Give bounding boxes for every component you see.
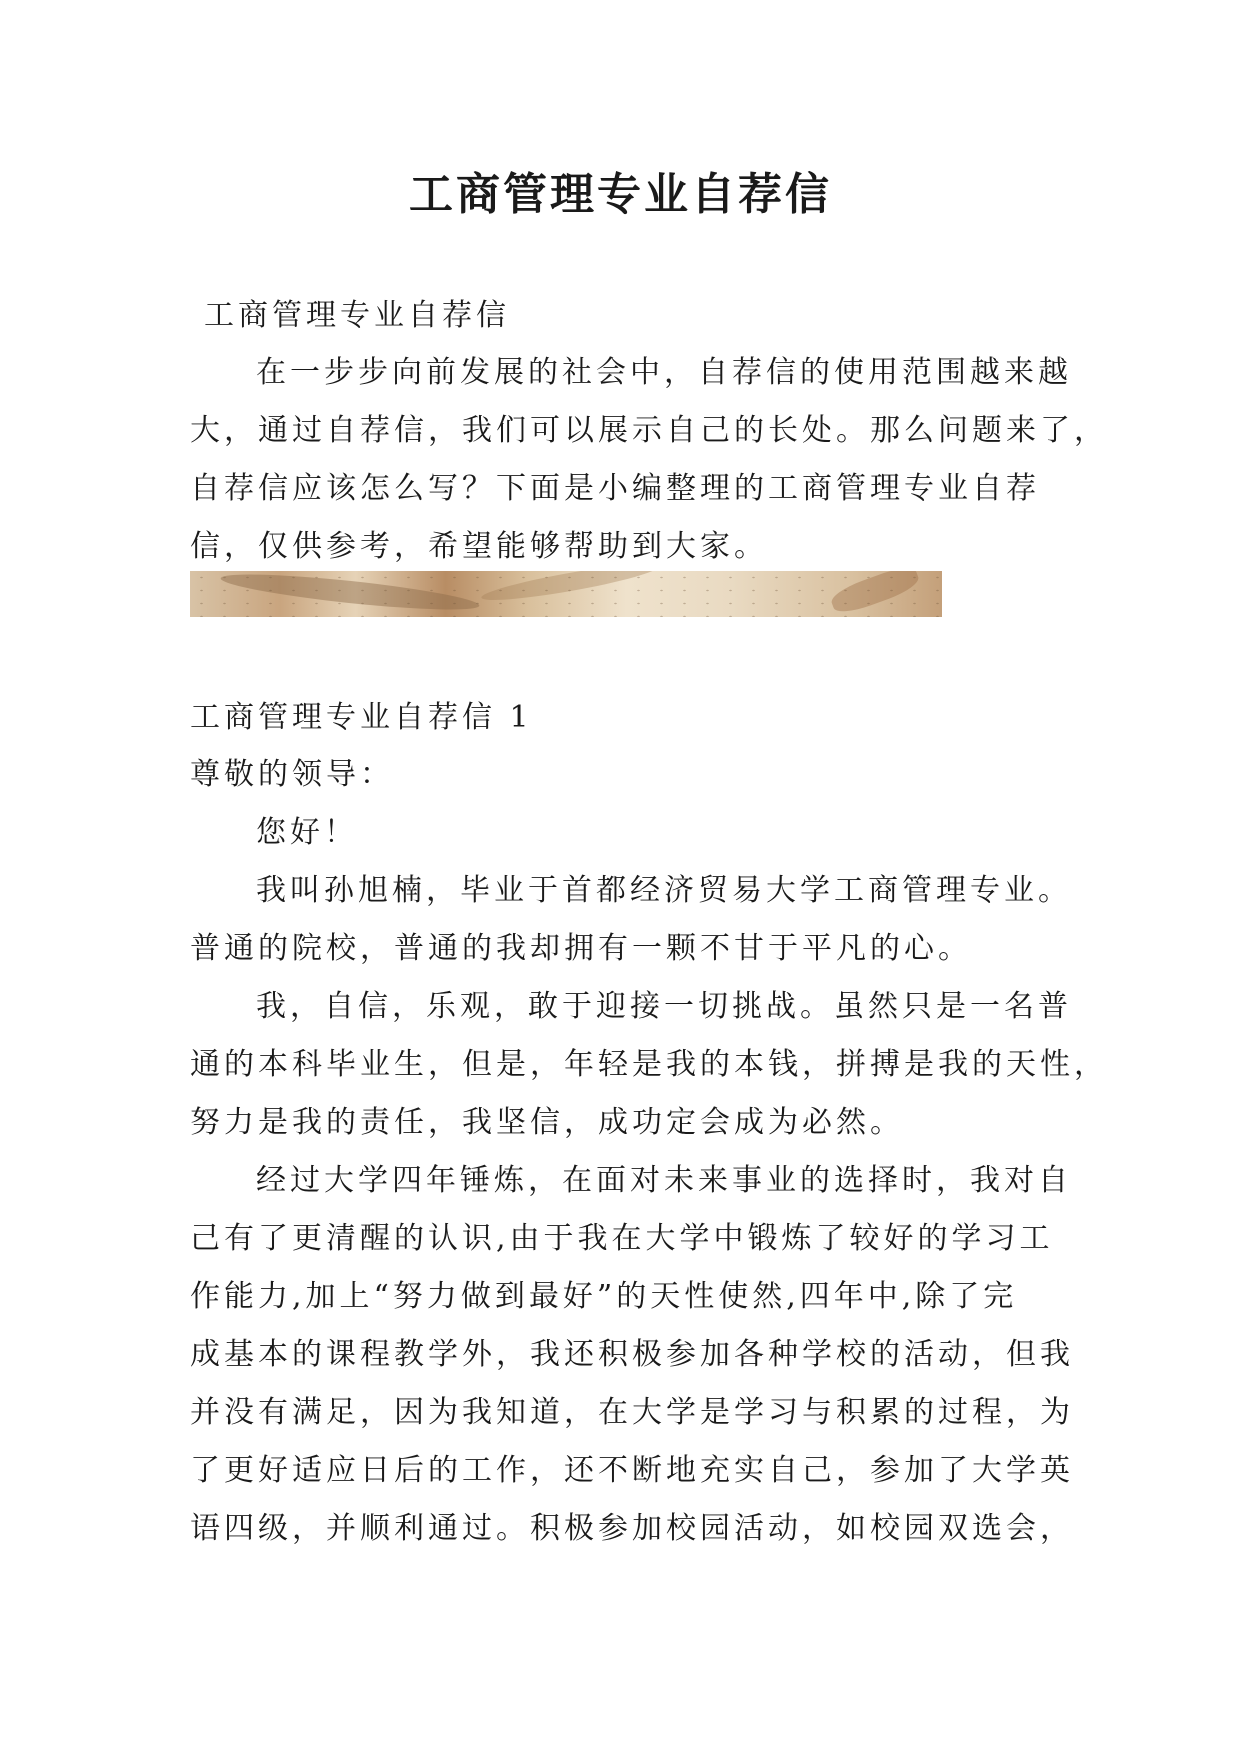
body-line-10: 并没有满足，因为我知道，在大学是学习与积累的过程，为 — [190, 1395, 1074, 1430]
document-title: 工商管理专业自荐信 — [409, 169, 832, 220]
body-line-3: 我，自信，乐观，敢于迎接一切挑战。虽然只是一名普 — [256, 989, 1072, 1024]
body-line-12: 语四级，并顺利通过。积极参加校园活动，如校园双选会， — [190, 1511, 1074, 1546]
body-line-8: 作能力,加上“努力做到最好”的天性使然,四年中,除了完 — [190, 1279, 1018, 1314]
body-line-2: 普通的院校，普通的我却拥有一颗不甘于平凡的心。 — [190, 931, 972, 966]
section-heading: 工商管理专业自荐信 1 — [190, 700, 533, 735]
intro-line-2: 大，通过自荐信，我们可以展示自己的长处。那么问题来了， — [190, 413, 1108, 448]
intro-line-4: 信，仅供参考，希望能够帮助到大家。 — [190, 529, 768, 564]
decorative-banner-image — [190, 571, 942, 617]
body-line-4: 通的本科毕业生，但是，年轻是我的本钱，拼搏是我的天性， — [190, 1047, 1108, 1082]
body-line-7: 己有了更清醒的认识,由于我在大学中锻炼了较好的学习工 — [190, 1221, 1054, 1256]
document-subtitle: 工商管理专业自荐信 — [204, 298, 510, 333]
body-line-11: 了更好适应日后的工作，还不断地充实自己，参加了大学英 — [190, 1453, 1074, 1488]
body-line-1: 我叫孙旭楠，毕业于首都经济贸易大学工商管理专业。 — [256, 873, 1072, 908]
body-line-9: 成基本的课程教学外，我还积极参加各种学校的活动，但我 — [190, 1337, 1074, 1372]
body-line-6: 经过大学四年锤炼，在面对未来事业的选择时，我对自 — [256, 1163, 1072, 1198]
intro-line-3: 自荐信应该怎么写？下面是小编整理的工商管理专业自荐 — [190, 471, 1040, 506]
body-line-5: 努力是我的责任，我坚信，成功定会成为必然。 — [190, 1105, 904, 1140]
salutation: 尊敬的领导： — [190, 757, 394, 792]
intro-line-1: 在一步步向前发展的社会中，自荐信的使用范围越来越 — [256, 355, 1072, 390]
greeting: 您好！ — [256, 815, 358, 850]
